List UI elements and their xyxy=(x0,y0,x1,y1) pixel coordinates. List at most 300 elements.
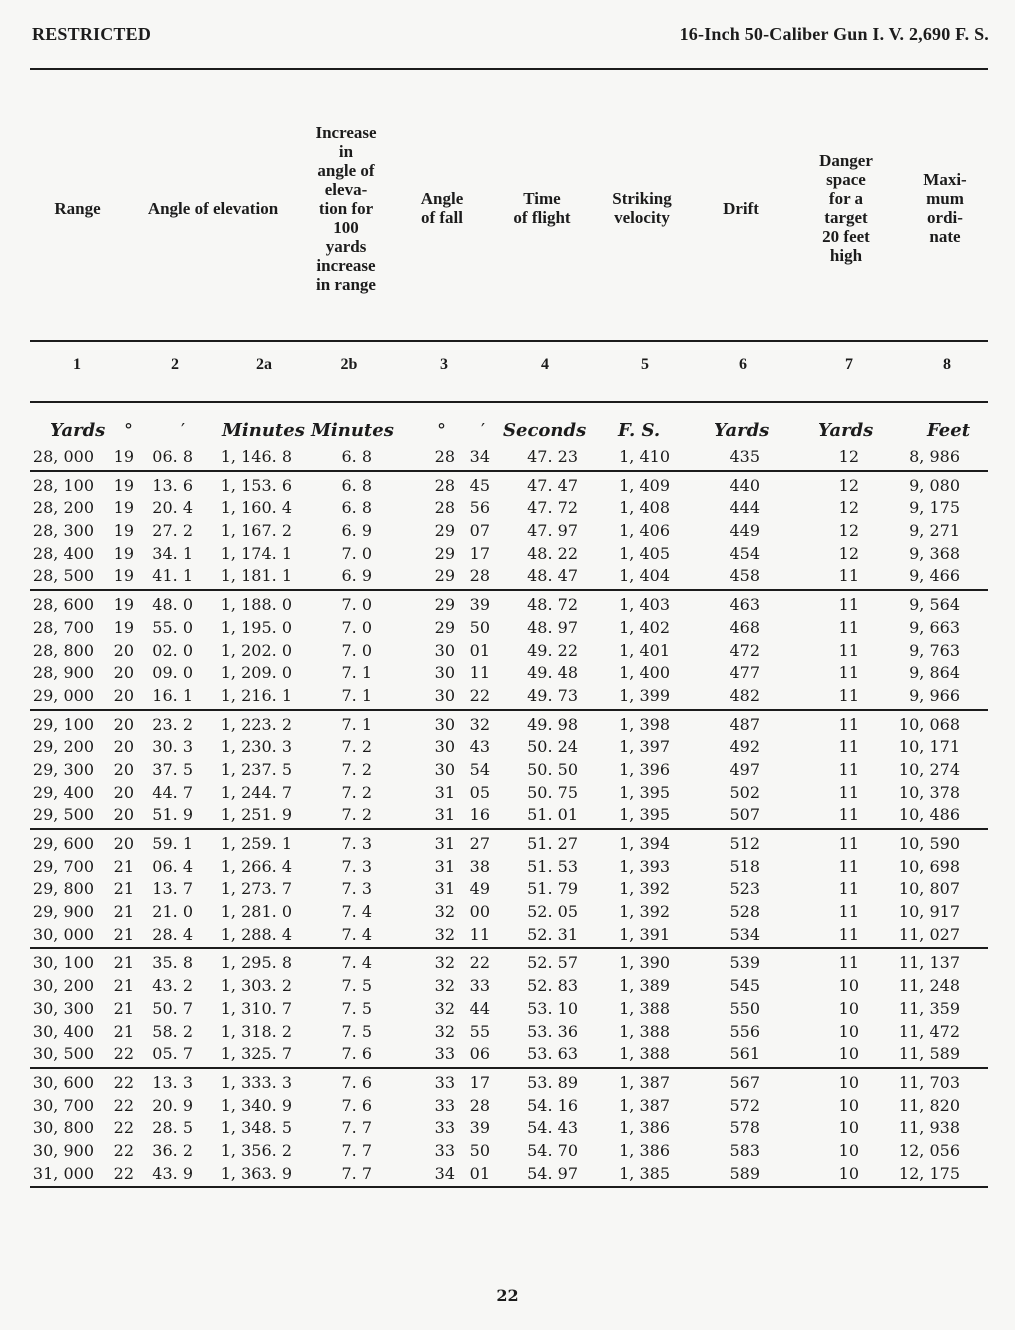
cell-striking-velocity: 1, 396 xyxy=(619,759,670,779)
cell-time-of-flight: 51. 79 xyxy=(527,879,578,899)
cell-danger-space: 12 xyxy=(838,447,859,466)
cell-elev-min: 55. 0 xyxy=(152,617,193,637)
col-header-time-of-flight xyxy=(496,118,588,298)
col-number-3: 3 xyxy=(440,356,448,373)
cell-striking-velocity: 1, 388 xyxy=(619,998,670,1018)
cell-elev-min: 09. 0 xyxy=(152,663,193,683)
cell-drift: 572 xyxy=(729,1095,760,1115)
cell-elev-total-min: 1, 181. 1 xyxy=(220,566,292,586)
table-row xyxy=(30,782,988,805)
cell-fall-deg: 30 xyxy=(434,685,455,705)
cell-elev-min: 27. 2 xyxy=(152,521,193,541)
table-row xyxy=(30,952,988,975)
header-line: for a xyxy=(828,189,864,208)
cell-fall-deg: 33 xyxy=(434,1118,455,1138)
cell-increase: 7. 2 xyxy=(341,782,372,802)
cell-fall-deg: 32 xyxy=(434,902,455,922)
cell-danger-space: 10 xyxy=(838,1021,859,1041)
cell-danger-space: 10 xyxy=(838,1072,859,1092)
cell-max-ordinate: 11, 938 xyxy=(898,1118,960,1138)
header-line: Angle xyxy=(420,189,464,208)
header-line: 100 xyxy=(333,217,359,237)
cell-elev-total-min: 1, 340. 9 xyxy=(220,1095,292,1115)
cell-increase: 7. 3 xyxy=(341,856,372,876)
cell-elev-total-min: 1, 303. 2 xyxy=(220,976,292,996)
cell-striking-velocity: 1, 403 xyxy=(619,595,670,615)
cell-danger-space: 11 xyxy=(838,663,859,683)
cell-elev-deg: 20 xyxy=(113,640,134,660)
cell-max-ordinate: 10, 917 xyxy=(898,902,960,922)
cell-elev-total-min: 1, 288. 4 xyxy=(220,924,292,944)
cell-striking-velocity: 1, 385 xyxy=(619,1163,670,1183)
cell-time-of-flight: 52. 57 xyxy=(527,953,578,973)
cell-increase: 7. 0 xyxy=(341,640,372,660)
header-line: of flight xyxy=(513,208,571,227)
cell-drift: 487 xyxy=(729,714,760,734)
header-line: angle of xyxy=(317,160,375,180)
cell-elev-deg: 21 xyxy=(113,953,134,973)
cell-max-ordinate: 11, 589 xyxy=(898,1044,960,1064)
unit-danger-yards: Yards xyxy=(818,420,874,441)
cell-drift: 444 xyxy=(729,498,760,518)
table-row xyxy=(30,1021,988,1044)
cell-drift: 497 xyxy=(729,759,760,779)
header-line: Time xyxy=(523,189,561,208)
cell-max-ordinate: 8, 986 xyxy=(909,447,960,466)
cell-elev-deg: 20 xyxy=(113,782,134,802)
unit-drift-yards: Yards xyxy=(714,420,770,441)
cell-elev-deg: 22 xyxy=(113,1140,134,1160)
header-line: Danger xyxy=(819,151,873,170)
cell-range: 30, 700 xyxy=(32,1095,94,1115)
cell-range: 28, 900 xyxy=(32,663,94,683)
cell-max-ordinate: 11, 137 xyxy=(898,953,960,973)
header-line: ordi- xyxy=(927,208,963,227)
cell-elev-total-min: 1, 348. 5 xyxy=(220,1118,292,1138)
cell-fall-min: 50 xyxy=(469,1140,490,1160)
table-row xyxy=(30,856,988,879)
cell-striking-velocity: 1, 395 xyxy=(619,782,670,802)
cell-max-ordinate: 9, 271 xyxy=(909,521,960,541)
cell-elev-min: 13. 6 xyxy=(152,475,193,495)
cell-elev-total-min: 1, 281. 0 xyxy=(220,902,292,922)
cell-increase: 7. 3 xyxy=(341,879,372,899)
col-header-elevation: Angle of elevation xyxy=(147,198,279,218)
cell-elev-min: 30. 3 xyxy=(152,737,193,757)
cell-fall-deg: 32 xyxy=(434,953,455,973)
cell-elev-total-min: 1, 356. 2 xyxy=(220,1140,292,1160)
cell-drift: 507 xyxy=(729,805,760,825)
cell-fall-min: 16 xyxy=(469,805,490,825)
cell-max-ordinate: 10, 171 xyxy=(898,737,960,757)
header-line: eleva- xyxy=(324,179,368,199)
cell-time-of-flight: 54. 70 xyxy=(527,1140,578,1160)
cell-danger-space: 11 xyxy=(838,834,859,853)
cell-danger-space: 10 xyxy=(838,1095,859,1115)
table-row xyxy=(30,736,988,759)
cell-max-ordinate: 11, 472 xyxy=(898,1021,960,1041)
cell-danger-space: 11 xyxy=(838,902,859,922)
cell-increase: 7. 5 xyxy=(341,998,372,1018)
cell-fall-min: 22 xyxy=(469,953,490,973)
cell-fall-deg: 32 xyxy=(434,1021,455,1041)
table-row xyxy=(30,475,988,498)
unit-fall-degrees: ° xyxy=(437,420,446,441)
cell-striking-velocity: 1, 394 xyxy=(619,834,670,853)
cell-elev-min: 48. 0 xyxy=(152,595,193,615)
cell-fall-min: 33 xyxy=(469,976,490,996)
cell-range: 30, 400 xyxy=(32,1021,94,1041)
cell-danger-space: 11 xyxy=(838,714,859,734)
page-number: 22 xyxy=(496,1286,519,1305)
cell-increase: 7. 7 xyxy=(341,1163,372,1183)
col-header-danger-space xyxy=(800,118,892,298)
cell-drift: 523 xyxy=(729,879,760,899)
cell-drift: 463 xyxy=(729,595,760,615)
cell-elev-deg: 22 xyxy=(113,1072,134,1092)
cell-fall-deg: 33 xyxy=(434,1095,455,1115)
cell-striking-velocity: 1, 388 xyxy=(619,1044,670,1064)
table-row xyxy=(30,520,988,543)
cell-danger-space: 11 xyxy=(838,953,859,973)
cell-increase: 7. 4 xyxy=(341,902,372,922)
cell-elev-total-min: 1, 318. 2 xyxy=(220,1021,292,1041)
cell-drift: 589 xyxy=(729,1163,760,1183)
cell-max-ordinate: 10, 378 xyxy=(898,782,960,802)
cell-elev-min: 21. 0 xyxy=(152,902,193,922)
cell-fall-min: 45 xyxy=(469,475,490,495)
cell-range: 29, 900 xyxy=(32,902,94,922)
cell-fall-deg: 33 xyxy=(434,1072,455,1092)
unit-elev-minutes: ′ xyxy=(181,420,186,441)
cell-increase: 7. 6 xyxy=(341,1044,372,1064)
cell-drift: 583 xyxy=(729,1140,760,1160)
cell-fall-deg: 32 xyxy=(434,998,455,1018)
cell-elev-total-min: 1, 363. 9 xyxy=(220,1163,292,1183)
cell-elev-min: 02. 0 xyxy=(152,640,193,660)
cell-time-of-flight: 50. 75 xyxy=(527,782,578,802)
cell-elev-deg: 22 xyxy=(113,1095,134,1115)
table-row xyxy=(30,446,988,469)
row-group xyxy=(30,711,988,830)
cell-max-ordinate: 10, 274 xyxy=(898,759,960,779)
cell-elev-min: 58. 2 xyxy=(152,1021,193,1041)
cell-elev-deg: 22 xyxy=(113,1118,134,1138)
cell-danger-space: 11 xyxy=(838,737,859,757)
cell-elev-deg: 21 xyxy=(113,976,134,996)
cell-fall-deg: 31 xyxy=(434,834,455,853)
cell-elev-deg: 21 xyxy=(113,879,134,899)
table-row xyxy=(30,833,988,856)
cell-fall-deg: 30 xyxy=(434,640,455,660)
cell-range: 29, 800 xyxy=(32,879,94,899)
cell-striking-velocity: 1, 401 xyxy=(619,640,670,660)
cell-increase: 7. 6 xyxy=(341,1095,372,1115)
col-number-2a: 2a xyxy=(256,356,272,373)
cell-increase: 7. 1 xyxy=(341,663,372,683)
col-number-4: 4 xyxy=(541,356,549,373)
cell-elev-total-min: 1, 244. 7 xyxy=(220,782,292,802)
cell-fall-min: 34 xyxy=(469,447,490,466)
cell-elev-total-min: 1, 266. 4 xyxy=(220,856,292,876)
cell-time-of-flight: 49. 98 xyxy=(527,714,578,734)
cell-drift: 518 xyxy=(729,856,760,876)
cell-elev-min: 13. 7 xyxy=(152,879,193,899)
cell-danger-space: 11 xyxy=(838,685,859,705)
cell-increase: 7. 2 xyxy=(341,737,372,757)
header-line: Striking xyxy=(612,189,672,208)
cell-max-ordinate: 10, 068 xyxy=(898,714,960,734)
cell-drift: 545 xyxy=(729,976,760,996)
cell-danger-space: 12 xyxy=(838,475,859,495)
cell-max-ordinate: 11, 820 xyxy=(898,1095,960,1115)
unit-elev-total-minutes: Minutes xyxy=(222,420,305,441)
cell-striking-velocity: 1, 402 xyxy=(619,617,670,637)
cell-range: 30, 600 xyxy=(32,1072,94,1092)
cell-fall-min: 49 xyxy=(469,879,490,899)
cell-time-of-flight: 48. 72 xyxy=(527,595,578,615)
cell-max-ordinate: 9, 763 xyxy=(909,640,960,660)
cell-danger-space: 10 xyxy=(838,976,859,996)
cell-range: 28, 700 xyxy=(32,617,94,637)
cell-striking-velocity: 1, 395 xyxy=(619,805,670,825)
cell-fall-deg: 28 xyxy=(434,475,455,495)
row-group xyxy=(30,1069,988,1188)
cell-elev-min: 43. 2 xyxy=(152,976,193,996)
cell-max-ordinate: 9, 663 xyxy=(909,617,960,637)
cell-striking-velocity: 1, 405 xyxy=(619,543,670,563)
cell-range: 29, 600 xyxy=(32,834,94,853)
cell-elev-deg: 20 xyxy=(113,834,134,853)
cell-striking-velocity: 1, 397 xyxy=(619,737,670,757)
header-line: velocity xyxy=(614,208,670,227)
cell-max-ordinate: 12, 056 xyxy=(898,1140,960,1160)
cell-striking-velocity: 1, 409 xyxy=(619,475,670,495)
cell-danger-space: 10 xyxy=(838,1044,859,1064)
header-line: nate xyxy=(929,227,961,246)
cell-striking-velocity: 1, 410 xyxy=(619,447,670,466)
cell-increase: 7. 4 xyxy=(341,924,372,944)
cell-striking-velocity: 1, 400 xyxy=(619,663,670,683)
cell-danger-space: 10 xyxy=(838,1163,859,1183)
cell-danger-space: 11 xyxy=(838,617,859,637)
cell-elev-min: 05. 7 xyxy=(152,1044,193,1064)
cell-fall-min: 28 xyxy=(469,1095,490,1115)
table-row xyxy=(30,565,988,588)
cell-elev-deg: 21 xyxy=(113,1021,134,1041)
cell-time-of-flight: 47. 47 xyxy=(527,475,578,495)
cell-elev-min: 28. 5 xyxy=(152,1118,193,1138)
cell-fall-deg: 34 xyxy=(434,1163,455,1183)
cell-fall-min: 22 xyxy=(469,685,490,705)
cell-range: 30, 800 xyxy=(32,1118,94,1138)
cell-striking-velocity: 1, 393 xyxy=(619,856,670,876)
table-row xyxy=(30,543,988,566)
cell-elev-deg: 20 xyxy=(113,737,134,757)
cell-max-ordinate: 11, 703 xyxy=(898,1072,960,1092)
cell-fall-deg: 32 xyxy=(434,924,455,944)
cell-elev-min: 37. 5 xyxy=(152,759,193,779)
cell-max-ordinate: 11, 027 xyxy=(898,924,960,944)
cell-fall-deg: 30 xyxy=(434,714,455,734)
cell-striking-velocity: 1, 389 xyxy=(619,976,670,996)
cell-drift: 472 xyxy=(729,640,760,660)
cell-elev-min: 34. 1 xyxy=(152,543,193,563)
cell-elev-total-min: 1, 153. 6 xyxy=(220,475,292,495)
cell-time-of-flight: 48. 97 xyxy=(527,617,578,637)
header-line: target xyxy=(824,208,868,227)
cell-elev-min: 13. 3 xyxy=(152,1072,193,1092)
cell-striking-velocity: 1, 391 xyxy=(619,924,670,944)
header-line: in xyxy=(338,141,354,161)
table-row xyxy=(30,878,988,901)
header-line: Increase xyxy=(315,122,377,142)
cell-increase: 7. 2 xyxy=(341,805,372,825)
cell-range: 30, 300 xyxy=(32,998,94,1018)
cell-danger-space: 11 xyxy=(838,782,859,802)
cell-elev-total-min: 1, 146. 8 xyxy=(220,447,292,466)
col-number-5: 5 xyxy=(641,356,649,373)
cell-increase: 7. 7 xyxy=(341,1140,372,1160)
cell-elev-deg: 20 xyxy=(113,714,134,734)
cell-range: 28, 000 xyxy=(32,447,94,466)
cell-elev-total-min: 1, 174. 1 xyxy=(220,543,292,563)
col-number-1: 1 xyxy=(73,356,81,373)
cell-fall-min: 01 xyxy=(469,640,490,660)
cell-fall-min: 05 xyxy=(469,782,490,802)
cell-elev-deg: 19 xyxy=(113,521,134,541)
cell-drift: 561 xyxy=(729,1044,760,1064)
cell-drift: 512 xyxy=(729,834,760,853)
cell-time-of-flight: 48. 47 xyxy=(527,566,578,586)
cell-max-ordinate: 12, 175 xyxy=(898,1163,960,1183)
cell-range: 30, 200 xyxy=(32,976,94,996)
cell-elev-min: 50. 7 xyxy=(152,998,193,1018)
cell-fall-deg: 31 xyxy=(434,856,455,876)
cell-drift: 454 xyxy=(729,543,760,563)
row-group xyxy=(30,443,988,472)
cell-danger-space: 11 xyxy=(838,640,859,660)
cell-increase: 7. 0 xyxy=(341,617,372,637)
cell-fall-min: 07 xyxy=(469,521,490,541)
cell-danger-space: 12 xyxy=(838,543,859,563)
cell-elev-total-min: 1, 230. 3 xyxy=(220,737,292,757)
header-line: yards xyxy=(325,236,367,256)
cell-range: 28, 600 xyxy=(32,595,94,615)
cell-range: 30, 900 xyxy=(32,1140,94,1160)
cell-range: 29, 400 xyxy=(32,782,94,802)
col-number-8: 8 xyxy=(943,356,951,373)
cell-drift: 458 xyxy=(729,566,760,586)
cell-elev-total-min: 1, 223. 2 xyxy=(220,714,292,734)
cell-fall-min: 17 xyxy=(469,543,490,563)
cell-range: 28, 200 xyxy=(32,498,94,518)
cell-time-of-flight: 53. 89 xyxy=(527,1072,578,1092)
cell-fall-deg: 28 xyxy=(434,498,455,518)
cell-fall-deg: 29 xyxy=(434,566,455,586)
header-line: high xyxy=(829,246,863,265)
cell-max-ordinate: 9, 080 xyxy=(909,475,960,495)
cell-drift: 468 xyxy=(729,617,760,637)
col-number-6: 6 xyxy=(739,356,747,373)
cell-time-of-flight: 49. 73 xyxy=(527,685,578,705)
table-row xyxy=(30,662,988,685)
cell-max-ordinate: 9, 175 xyxy=(909,498,960,518)
table-row xyxy=(30,685,988,708)
unit-fall-minutes: ′ xyxy=(481,420,486,441)
cell-fall-deg: 31 xyxy=(434,805,455,825)
header-line: space xyxy=(826,170,866,189)
cell-range: 30, 100 xyxy=(32,953,94,973)
header-line: of fall xyxy=(420,208,464,227)
cell-max-ordinate: 9, 368 xyxy=(909,543,960,563)
cell-increase: 7. 0 xyxy=(341,595,372,615)
header-line: tion for xyxy=(318,198,374,218)
cell-striking-velocity: 1, 386 xyxy=(619,1140,670,1160)
cell-danger-space: 11 xyxy=(838,856,859,876)
col-number-2b: 2b xyxy=(340,356,358,373)
cell-time-of-flight: 47. 23 xyxy=(527,447,578,466)
cell-elev-deg: 21 xyxy=(113,998,134,1018)
cell-time-of-flight: 53. 63 xyxy=(527,1044,578,1064)
cell-fall-min: 39 xyxy=(469,1118,490,1138)
cell-striking-velocity: 1, 408 xyxy=(619,498,670,518)
cell-striking-velocity: 1, 386 xyxy=(619,1118,670,1138)
table-row xyxy=(30,975,988,998)
cell-elev-deg: 19 xyxy=(113,475,134,495)
cell-elev-total-min: 1, 295. 8 xyxy=(220,953,292,973)
cell-drift: 492 xyxy=(729,737,760,757)
cell-elev-min: 36. 2 xyxy=(152,1140,193,1160)
cell-fall-min: 39 xyxy=(469,595,490,615)
cell-time-of-flight: 54. 43 xyxy=(527,1118,578,1138)
cell-drift: 550 xyxy=(729,998,760,1018)
unit-increase-minutes: Minutes xyxy=(311,420,394,441)
cell-striking-velocity: 1, 387 xyxy=(619,1072,670,1092)
cell-time-of-flight: 50. 24 xyxy=(527,737,578,757)
cell-fall-deg: 28 xyxy=(434,447,455,466)
table-row xyxy=(30,1095,988,1118)
cell-time-of-flight: 53. 36 xyxy=(527,1021,578,1041)
cell-time-of-flight: 54. 16 xyxy=(527,1095,578,1115)
cell-elev-total-min: 1, 273. 7 xyxy=(220,879,292,899)
cell-elev-min: 28. 4 xyxy=(152,924,193,944)
cell-fall-deg: 29 xyxy=(434,543,455,563)
cell-elev-deg: 20 xyxy=(113,805,134,825)
cell-increase: 7. 5 xyxy=(341,1021,372,1041)
cell-elev-min: 43. 9 xyxy=(152,1163,193,1183)
cell-increase: 7. 3 xyxy=(341,834,372,853)
cell-range: 28, 400 xyxy=(32,543,94,563)
cell-elev-min: 20. 4 xyxy=(152,498,193,518)
cell-elev-deg: 19 xyxy=(113,566,134,586)
cell-elev-deg: 19 xyxy=(113,617,134,637)
cell-increase: 7. 4 xyxy=(341,953,372,973)
cell-drift: 539 xyxy=(729,953,760,973)
cell-striking-velocity: 1, 398 xyxy=(619,714,670,734)
cell-time-of-flight: 49. 22 xyxy=(527,640,578,660)
cell-time-of-flight: 47. 72 xyxy=(527,498,578,518)
cell-max-ordinate: 9, 864 xyxy=(909,663,960,683)
cell-striking-velocity: 1, 390 xyxy=(619,953,670,973)
cell-fall-deg: 33 xyxy=(434,1140,455,1160)
cell-fall-deg: 30 xyxy=(434,663,455,683)
cell-elev-min: 23. 2 xyxy=(152,714,193,734)
cell-range: 29, 700 xyxy=(32,856,94,876)
cell-max-ordinate: 11, 359 xyxy=(898,998,960,1018)
cell-elev-total-min: 1, 237. 5 xyxy=(220,759,292,779)
cell-range: 28, 500 xyxy=(32,566,94,586)
